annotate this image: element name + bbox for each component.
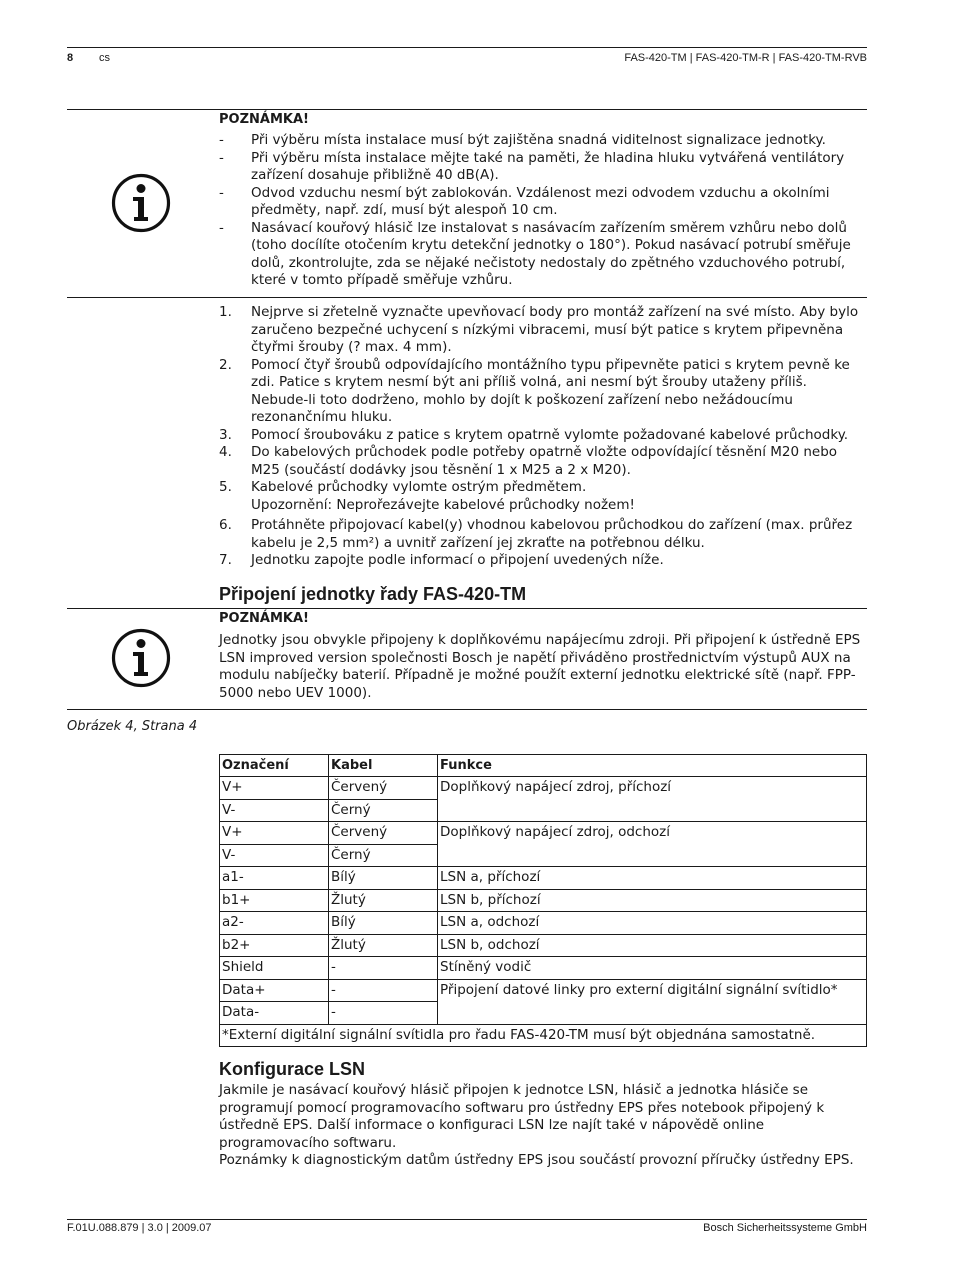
table-cell: LSN b, příchozí (438, 889, 867, 912)
footer-rule (67, 1219, 867, 1220)
wiring-table (219, 754, 867, 1047)
table-cell: Žlutý (329, 934, 438, 957)
page-link[interactable]: Strana 4 (141, 719, 198, 734)
table-cell: Shield (220, 957, 329, 980)
table-cell: Doplňkový napájecí zdroj, příchozí (438, 777, 867, 822)
step-warning: Upozornění: Neprořezávejte kabelové průchodky nožem! (251, 496, 635, 513)
column-header: Kabel (329, 755, 438, 777)
table-cell: LSN b, odchozí (438, 934, 867, 957)
figure-link[interactable]: Obrázek 4 (67, 719, 134, 734)
list-item: 3. Pomocí šroubováku z patice s krytem opatrně vylomte požadované kabelové průchodky. (219, 426, 849, 443)
table-row (220, 934, 867, 957)
table-footnote: *Externí digitální signální svítidla pro řadu FAS-420-TM musí být objednána samostatně. (220, 1024, 867, 1047)
note2-text: Jednotky jsou obvykle připojeny k doplňkovému napájecímu zdroji. Při připojení k ústředně EPS LSN improved version společnosti Bosch je napětí přiváděno prostřednictvím výstupů AUX na modulu nabíječky baterií. Případně je možné použít externí jednotku elektrické sítě (např. FPP-5000 nebo UEV 1000). (219, 632, 861, 701)
list-item: 2. Pomocí čtyř šroubů odpovídajícího montážního typu připevněte patici s krytem pevně ke zdi. Patice s krytem nesmí být ani příliš volná, ani nesmí být šrouby utaženy příliš. Nebude-li toto dodrženo, mohlo by dojít k poškození zařízení nebo nežádoucímu rezonančnímu hluku. (219, 356, 850, 425)
table-cell: LSN a, odchozí (438, 912, 867, 935)
section-heading-connection: Připojení jednotky řady FAS-420-TM (219, 584, 527, 604)
table-footnote-row (220, 1024, 867, 1047)
list-item: 4. Do kabelových průchodek podle potřeby opatrně vložte odpovídající těsnění M20 nebo M25 (součástí dodávky jsou těsnění 1 x M25 a 2 x M20). (219, 444, 838, 478)
table-cell: V+ (220, 777, 329, 800)
note2-bottom-rule (67, 709, 867, 710)
header-rule (67, 47, 867, 48)
language-code: cs (99, 52, 110, 64)
table-cell: Červený (329, 822, 438, 845)
table-cell: V- (220, 844, 329, 867)
note2-label: POZNÁMKA! (219, 611, 309, 626)
list-item: 7. Jednotku zapojte podle informací o připojení uvedených níže. (219, 552, 664, 568)
table-row (220, 867, 867, 890)
table-cell: a1- (220, 867, 329, 890)
column-header: Označení (220, 755, 329, 777)
table-header-row (220, 755, 867, 777)
table-cell: Bílý (329, 912, 438, 935)
table-cell: LSN a, příchozí (438, 867, 867, 890)
table-row (220, 822, 867, 845)
table-cell: Černý (329, 844, 438, 867)
table-cell: - (329, 979, 438, 1002)
company-name: Bosch Sicherheitssysteme GmbH (703, 1222, 867, 1234)
section-heading-lsn-config: Konfigurace LSN (219, 1059, 366, 1079)
document-id: F.01U.088.879 | 3.0 | 2009.07 (67, 1222, 212, 1234)
table-cell: Připojení datové linky pro externí digitální signální svítidlo* (438, 979, 867, 1024)
list-item: - Při výběru místa instalace musí být zajištěna snadná viditelnost signalizace jednotky. (219, 132, 826, 148)
list-item: 5. Kabelové průchodky vylomte ostrým předmětem. Upozornění: Neprořezávejte kabelové průchodky nožem! (219, 479, 635, 513)
list-item: - Nasávací kouřový hlásič lze instalovat s nasávacím zařízením směrem vzhůru nebo dolů (toho docílíte otočením krytu detekční jednotky o 180°). Pokud nasávací potrubí směřuje dolů, zkontrolujte, zda se nějaké nečistoty nedostaly do zpětného vzduchového potrubí, které v tomto případě směřuje vzhůru. (219, 219, 851, 288)
list-item: - Odvod vzduchu nesmí být zablokován. Vzdálenost mezi odvodem vzduchu a okolními předměty, např. zdí, musí být alespoň 10 cm. (219, 184, 830, 218)
info-icon (111, 628, 171, 692)
table-row (220, 957, 867, 980)
info-icon (111, 173, 171, 237)
table-cell: Červený (329, 777, 438, 800)
column-header: Funkce (438, 755, 867, 777)
note1-list (219, 132, 867, 290)
table-cell: Data- (220, 1002, 329, 1025)
table-cell: - (329, 1002, 438, 1025)
list-item: 1. Nejprve si zřetelně vyznačte upevňovací body pro montáž zařízení na své místo. Aby bylo zaručeno bezpečné uchycení s nízkými vibracemi, musí být patice s krytem připevněna čtyřmi šrouby (? max. 4 mm). (219, 304, 859, 355)
figure-reference: Obrázek 4, Strana 4 (67, 719, 198, 734)
table-row (220, 889, 867, 912)
lsn-diagnostics-paragraph: Poznámky k diagnostickým datům ústředny EPS jsou součástí provozní příručky ústředny EPS. (219, 1152, 854, 1168)
steps-list (219, 304, 867, 570)
list-item: - Při výběru místa instalace mějte také na paměti, že hladina hluku vytvářená ventilátory zařízení dosahuje přibližně 40 dB(A). (219, 149, 845, 183)
note1-top-rule (67, 109, 867, 110)
list-item: 6. Protáhněte připojovací kabel(y) vhodnou kabelovou průchodkou do zařízení (max. průřez kabelu je 2,5 mm²) a uvnitř zařízení jej zkraťte na potřebnou délku. (219, 517, 853, 551)
table-cell: a2- (220, 912, 329, 935)
lsn-config-paragraph: Jakmile je nasávací kouřový hlásič připojen k jednotce LSN, hlásič a jednotka hlásiče se programují pomocí programovacího softwaru pro ústředny EPS přes notebook připojený k ústředně EPS. Další informace o konfiguraci LSN lze najít také v nápovědě online programovacího softwaru. (219, 1082, 825, 1151)
table-row (220, 979, 867, 1002)
table-cell: b2+ (220, 934, 329, 957)
table-cell: - (329, 957, 438, 980)
table-cell: Žlutý (329, 889, 438, 912)
product-title: FAS-420-TM | FAS-420-TM-R | FAS-420-TM-RVB (624, 52, 867, 64)
table-cell: Černý (329, 799, 438, 822)
note1-label: POZNÁMKA! (219, 112, 309, 127)
note2-top-rule (67, 608, 867, 609)
table-cell: Data+ (220, 979, 329, 1002)
table-cell: Bílý (329, 867, 438, 890)
note1-bottom-rule (67, 297, 867, 298)
table-row (220, 912, 867, 935)
table-cell: Doplňkový napájecí zdroj, odchozí (438, 822, 867, 867)
table-cell: b1+ (220, 889, 329, 912)
page-number: 8 (67, 52, 74, 64)
table-row (220, 777, 867, 800)
table-cell: Stíněný vodič (438, 957, 867, 980)
table-cell: V- (220, 799, 329, 822)
table-cell: V+ (220, 822, 329, 845)
